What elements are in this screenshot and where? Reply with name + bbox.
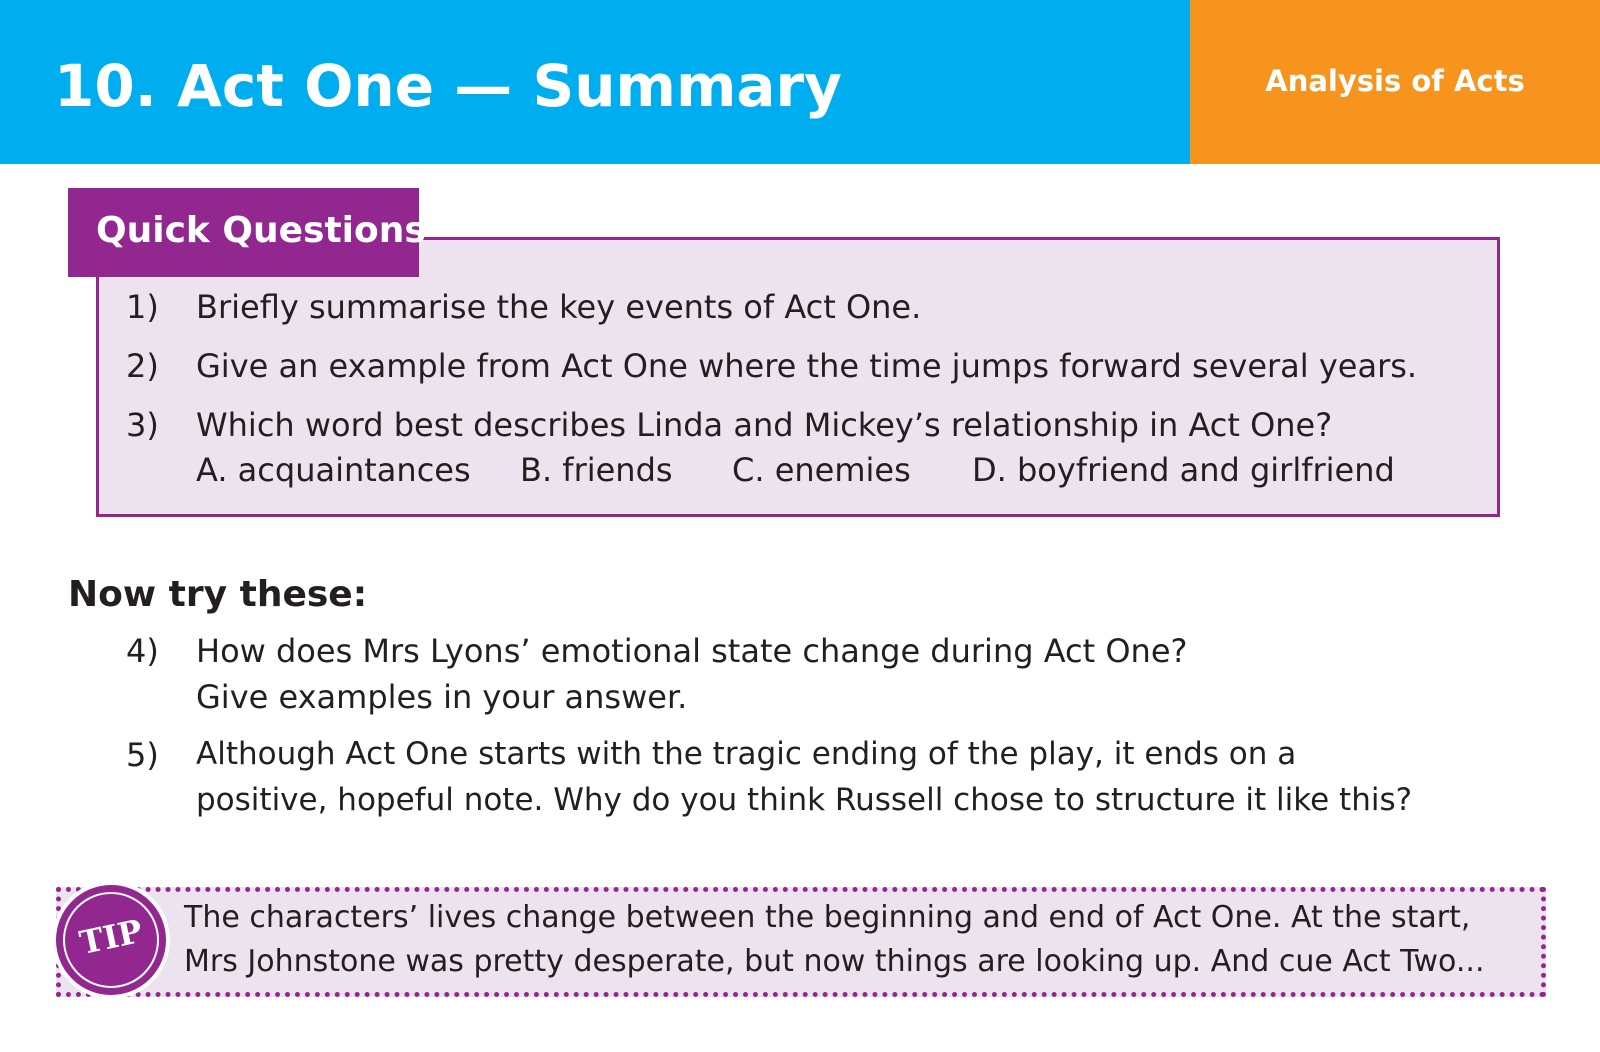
question-text-line: positive, hopeful note. Why do you think Russell chose to structure it like this? [196, 782, 1413, 818]
section-tab [1190, 0, 1600, 164]
quick-questions-tab [68, 188, 426, 277]
question-number: 2) [126, 347, 159, 385]
now-try-heading: Now try these: [68, 574, 368, 615]
section-label: Analysis of Acts [1265, 64, 1525, 98]
tip-badge-icon [52, 881, 170, 999]
tip-text-line: Mrs Johnstone was pretty desperate, but now things are looking up. And cue Act Two... [184, 944, 1485, 979]
quick-questions-heading: Quick Questions [96, 210, 426, 251]
question-number: 1) [126, 288, 159, 326]
answer-option-c: C. enemies [732, 451, 911, 489]
tip-badge-label: TIP [76, 911, 146, 963]
question-number: 5) [126, 736, 159, 774]
answer-option-a: A. acquaintances [196, 451, 471, 489]
answer-option-d: D. boyfriend and girlfriend [972, 451, 1395, 489]
page-title: 10. Act One — Summary [54, 52, 842, 120]
question-text: Which word best describes Linda and Mickey’s relationship in Act One? [196, 406, 1333, 444]
header-bar [0, 0, 1190, 164]
question-text-line: Give examples in your answer. [196, 678, 688, 716]
answer-option-b: B. friends [520, 451, 673, 489]
question-text-line: Although Act One starts with the tragic ending of the play, it ends on a [196, 736, 1297, 772]
question-text: Give an example from Act One where the time jumps forward several years. [196, 347, 1418, 385]
question-text-line: How does Mrs Lyons’ emotional state change during Act One? [196, 632, 1188, 670]
question-number: 4) [126, 632, 159, 670]
tip-text-line: The characters’ lives change between the beginning and end of Act One. At the start, [184, 900, 1471, 935]
question-number: 3) [126, 406, 159, 444]
question-text: Briefly summarise the key events of Act One. [196, 288, 922, 326]
